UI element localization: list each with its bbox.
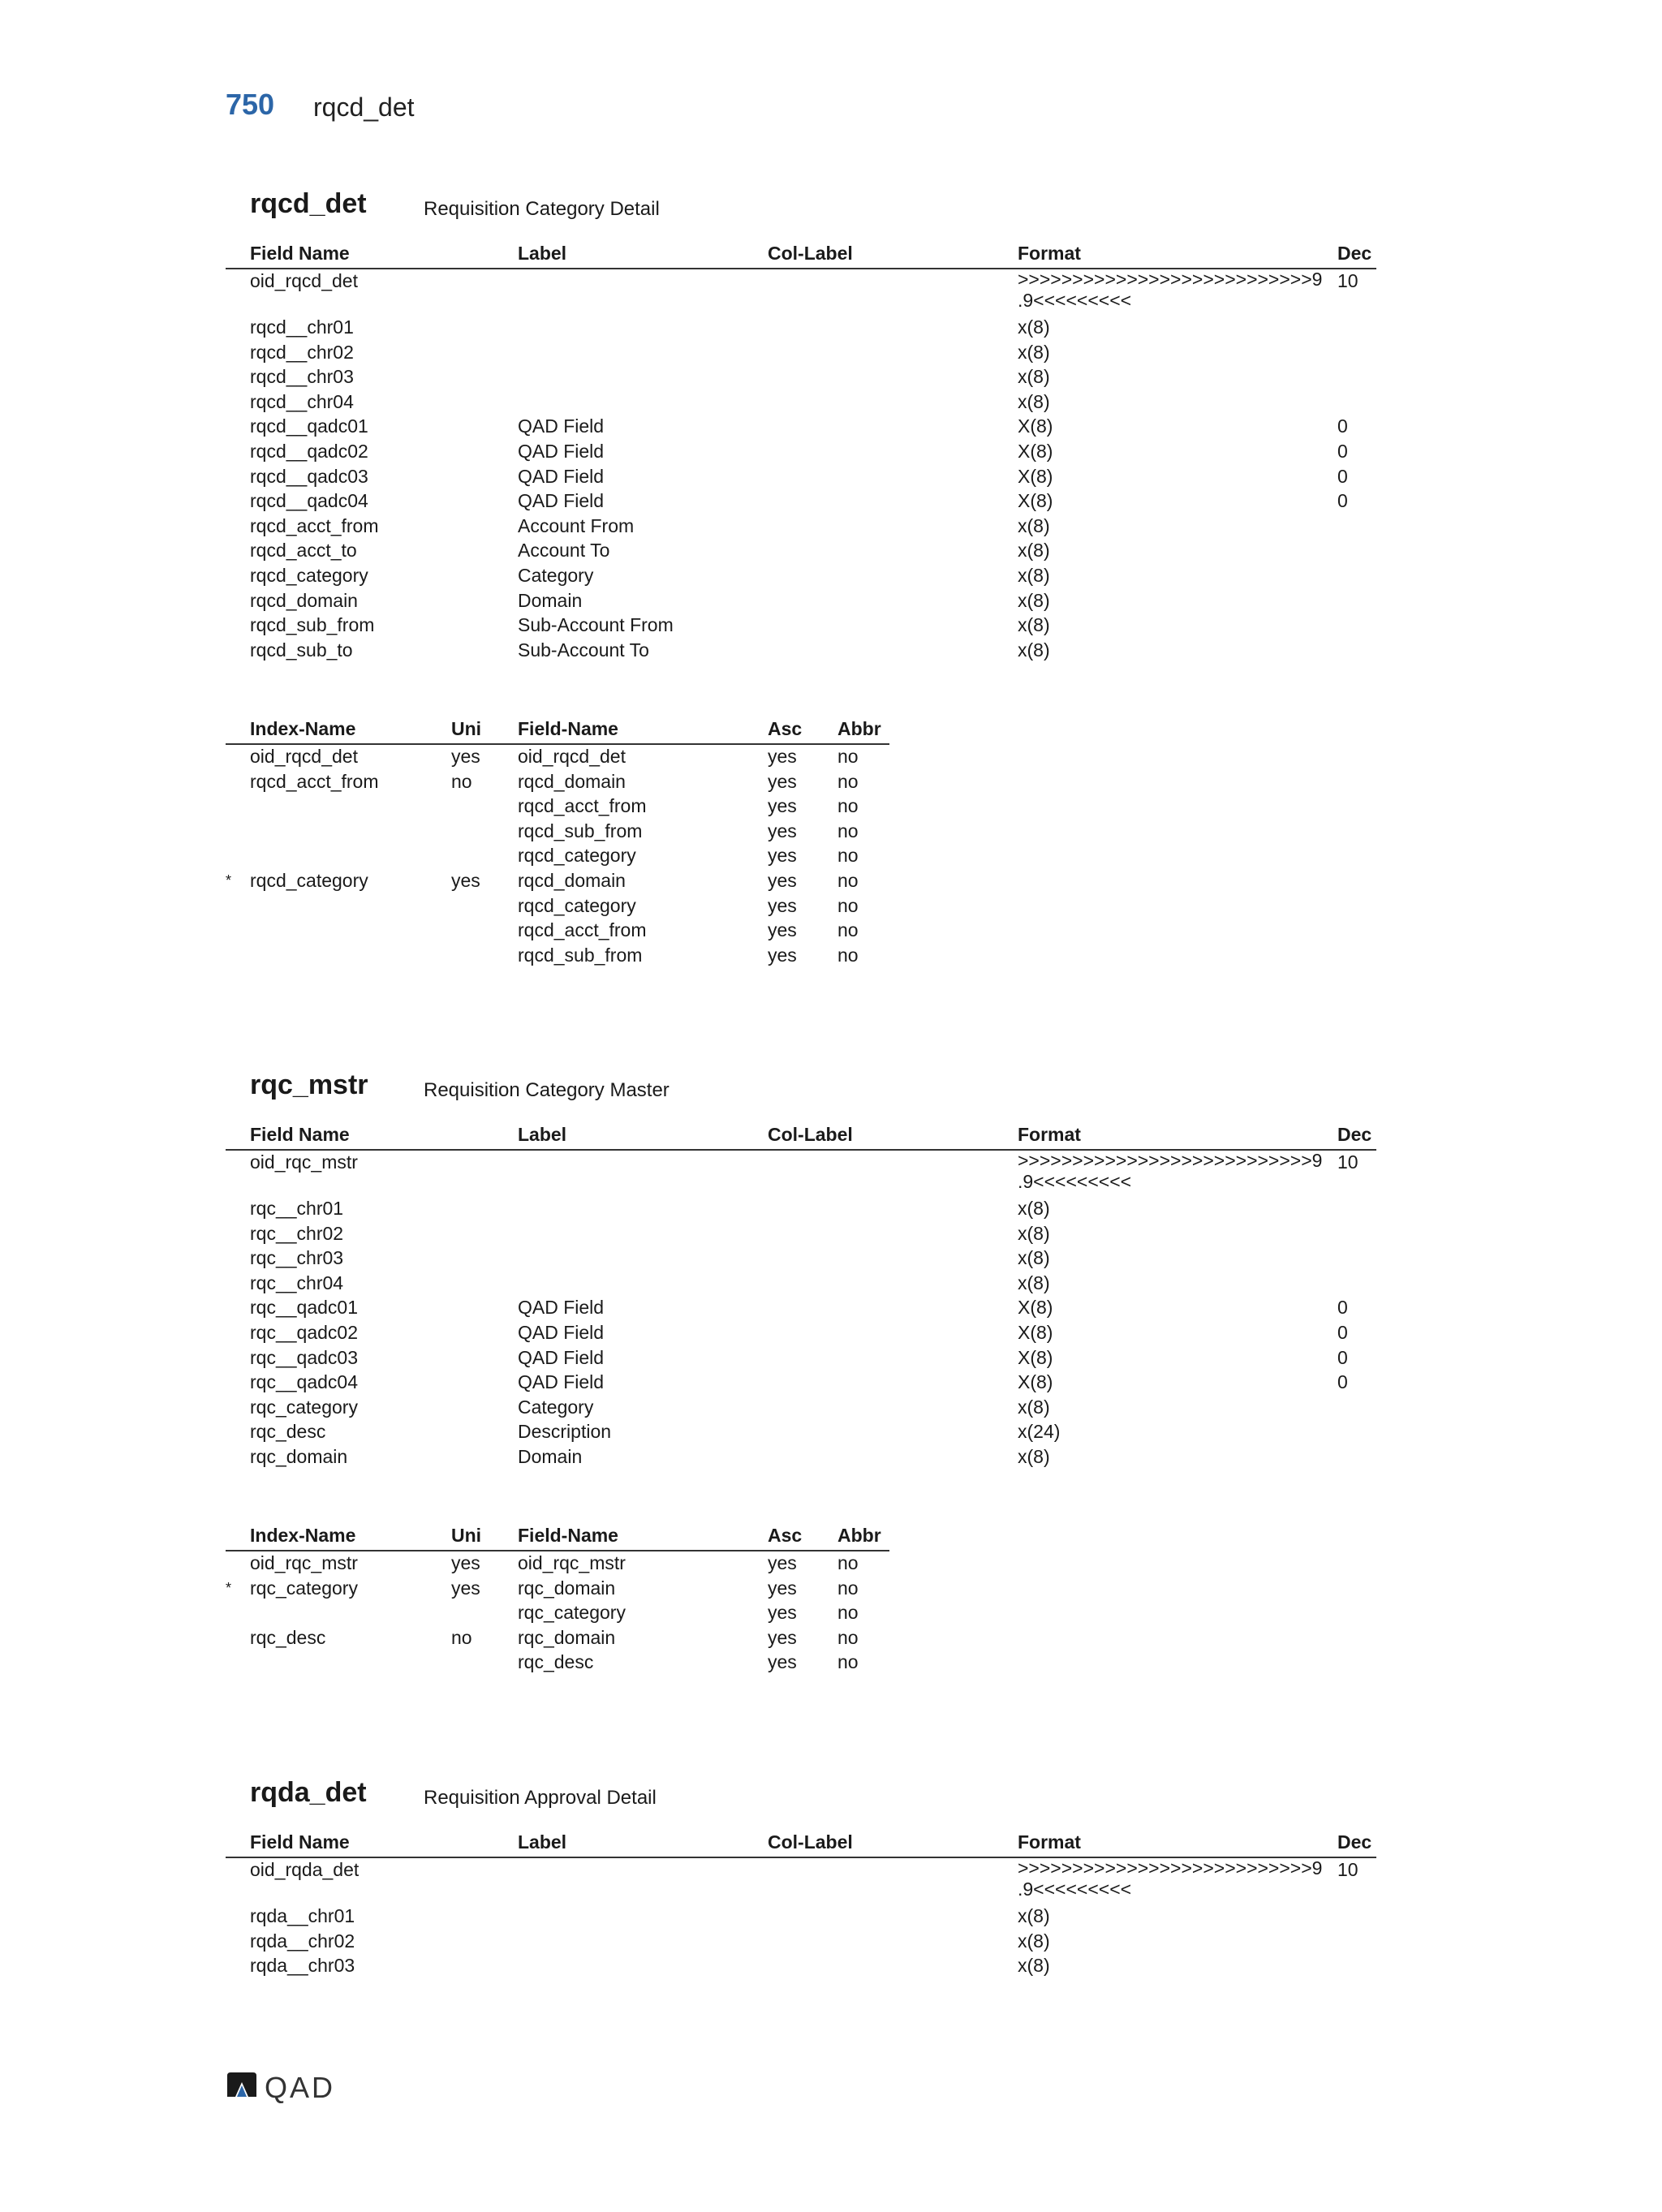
- label-cell: QAD Field: [518, 1321, 605, 1343]
- header-abbr: Abbr: [837, 718, 881, 739]
- field-table-header: [226, 242, 1376, 269]
- field-table-header: [226, 1831, 1376, 1858]
- abbr-cell: no: [837, 795, 859, 817]
- ascending-cell: yes: [768, 1626, 797, 1648]
- abbr-cell: no: [837, 1651, 859, 1673]
- header-field-name: Field Name: [250, 1831, 350, 1853]
- format-cell: [1018, 269, 1322, 311]
- index-field-cell: rqcd_domain: [518, 869, 626, 891]
- format-cell: X(8): [1018, 1321, 1053, 1343]
- index-field-cell: rqcd_category: [518, 894, 636, 916]
- format-cell: x(8): [1018, 1930, 1050, 1952]
- ascending-cell: yes: [768, 1577, 797, 1599]
- ascending-cell: yes: [768, 869, 797, 891]
- abbr-cell: no: [837, 820, 859, 841]
- format-cell: X(8): [1018, 1297, 1053, 1319]
- field-name-cell: rqcd_category: [250, 564, 368, 586]
- field-name-cell: rqc__chr01: [250, 1198, 344, 1219]
- header-format: Format: [1018, 1124, 1081, 1145]
- label-cell: QAD Field: [518, 490, 605, 512]
- field-name-cell: rqc__qadc01: [250, 1297, 358, 1319]
- format-cell: X(8): [1018, 1346, 1053, 1368]
- index-table-header: [226, 717, 889, 745]
- format-cell: X(8): [1018, 465, 1053, 487]
- running-title: rqcd_det: [313, 93, 415, 122]
- ascending-cell: yes: [768, 1552, 797, 1573]
- abbr-cell: no: [837, 1577, 859, 1599]
- header-format: Format: [1018, 243, 1081, 264]
- ascending-cell: yes: [768, 1651, 797, 1673]
- format-cell: x(8): [1018, 589, 1050, 611]
- label-cell: Description: [518, 1421, 612, 1443]
- header-dec: Dec: [1337, 243, 1372, 264]
- ascending-cell: yes: [768, 795, 797, 817]
- ascending-cell: yes: [768, 770, 797, 792]
- header-uni: Uni: [451, 1525, 482, 1546]
- table-description: Requisition Category Master: [424, 1079, 670, 1101]
- field-name-cell: rqcd_domain: [250, 589, 358, 611]
- format-cell: x(8): [1018, 366, 1050, 388]
- index-field-cell: oid_rqcd_det: [518, 746, 626, 767]
- dec-cell: 0: [1337, 440, 1348, 462]
- header-dec: Dec: [1337, 1124, 1372, 1145]
- header-field-name: Field Name: [250, 243, 350, 264]
- field-name-cell: rqc__qadc02: [250, 1321, 358, 1343]
- format-cell: x(8): [1018, 614, 1050, 636]
- format-line: >>>>>>>>>>>>>>>>>>>>>>>>>>>9: [1018, 1150, 1323, 1171]
- table-description: Requisition Category Detail: [424, 198, 660, 220]
- format-cell: x(8): [1018, 1396, 1050, 1418]
- format-cell: X(8): [1018, 1371, 1053, 1393]
- label-cell: Account To: [518, 540, 610, 562]
- field-name-cell: rqcd__chr02: [250, 341, 354, 363]
- dec-cell: 0: [1337, 490, 1348, 512]
- format-cell: x(8): [1018, 540, 1050, 562]
- index-field-cell: rqc_desc: [518, 1651, 594, 1673]
- format-line: >>>>>>>>>>>>>>>>>>>>>>>>>>>9: [1018, 269, 1323, 290]
- dec-cell: 0: [1337, 415, 1348, 437]
- abbr-cell: no: [837, 746, 859, 767]
- index-name-cell: oid_rqcd_det: [250, 746, 358, 767]
- label-cell: Sub-Account From: [518, 614, 674, 636]
- ascending-cell: yes: [768, 1602, 797, 1624]
- header-field-name: Field-Name: [518, 718, 618, 739]
- index-field-cell: rqcd_category: [518, 845, 636, 867]
- header-format: Format: [1018, 1831, 1081, 1853]
- field-name-cell: rqcd_acct_from: [250, 514, 379, 536]
- label-cell: QAD Field: [518, 440, 605, 462]
- page-number: 750: [226, 88, 275, 121]
- abbr-cell: no: [837, 1552, 859, 1573]
- index-name-cell: rqc_desc: [250, 1626, 326, 1648]
- ascending-cell: yes: [768, 845, 797, 867]
- header-asc: Asc: [768, 1525, 803, 1546]
- field-name-cell: rqc__chr04: [250, 1272, 344, 1293]
- index-table-header: [226, 1524, 889, 1551]
- unique-cell: yes: [451, 1577, 480, 1599]
- format-cell: X(8): [1018, 415, 1053, 437]
- index-field-cell: rqcd_domain: [518, 770, 626, 792]
- ascending-cell: yes: [768, 944, 797, 966]
- format-cell: x(8): [1018, 639, 1050, 661]
- abbr-cell: no: [837, 894, 859, 916]
- index-name-cell: rqc_category: [250, 1577, 358, 1599]
- label-cell: Category: [518, 564, 594, 586]
- ascending-cell: yes: [768, 894, 797, 916]
- field-name-cell: rqcd__chr03: [250, 366, 354, 388]
- field-name-cell: rqda__chr02: [250, 1930, 355, 1952]
- ascending-cell: yes: [768, 919, 797, 941]
- dec-cell: 0: [1337, 1321, 1348, 1343]
- label-cell: QAD Field: [518, 1346, 605, 1368]
- header-label: Label: [518, 1124, 567, 1145]
- unique-cell: yes: [451, 746, 480, 767]
- format-cell: x(8): [1018, 514, 1050, 536]
- table-name: rqda_det: [250, 1777, 367, 1808]
- format-cell: x(8): [1018, 1445, 1050, 1467]
- logo-wordmark: QAD: [265, 2071, 336, 2104]
- unique-cell: no: [451, 1626, 472, 1648]
- format-cell: x(8): [1018, 1272, 1050, 1293]
- header-label: Label: [518, 1831, 567, 1853]
- ascending-cell: yes: [768, 820, 797, 841]
- format-cell: x(8): [1018, 316, 1050, 338]
- table-name: rqcd_det: [250, 188, 367, 219]
- label-cell: Category: [518, 1396, 594, 1418]
- dec-cell: 10: [1337, 270, 1358, 291]
- field-name-cell: rqcd__qadc01: [250, 415, 368, 437]
- ascending-cell: yes: [768, 746, 797, 767]
- field-name-cell: rqc_category: [250, 1396, 358, 1418]
- field-name-cell: rqcd_sub_to: [250, 639, 353, 661]
- format-cell: x(8): [1018, 1905, 1050, 1926]
- header-field-name: Field Name: [250, 1124, 350, 1145]
- index-field-cell: oid_rqc_mstr: [518, 1552, 626, 1573]
- label-cell: QAD Field: [518, 465, 605, 487]
- header-index-name: Index-Name: [250, 718, 356, 739]
- field-name-cell: rqcd__chr01: [250, 316, 354, 338]
- index-field-cell: rqcd_sub_from: [518, 820, 643, 841]
- label-cell: QAD Field: [518, 1371, 605, 1393]
- field-name-cell: rqcd__qadc03: [250, 465, 368, 487]
- field-name-cell: rqcd__chr04: [250, 390, 354, 412]
- format-cell: x(8): [1018, 341, 1050, 363]
- abbr-cell: no: [837, 944, 859, 966]
- label-cell: Account From: [518, 514, 635, 536]
- format-line: .9<<<<<<<<<: [1018, 1878, 1132, 1900]
- header-asc: Asc: [768, 718, 803, 739]
- abbr-cell: no: [837, 1626, 859, 1648]
- header-field-name: Field-Name: [518, 1525, 618, 1546]
- primary-index-marker: *: [226, 871, 232, 889]
- abbr-cell: no: [837, 869, 859, 891]
- index-name-cell: oid_rqc_mstr: [250, 1552, 358, 1573]
- dec-cell: 10: [1337, 1151, 1358, 1173]
- dec-cell: 0: [1337, 1297, 1348, 1319]
- format-cell: [1018, 1150, 1322, 1192]
- field-name-cell: rqc__chr03: [250, 1247, 344, 1269]
- format-cell: x(8): [1018, 1198, 1050, 1219]
- header-label: Label: [518, 243, 567, 264]
- format-cell: X(8): [1018, 440, 1053, 462]
- format-cell: x(8): [1018, 1247, 1050, 1269]
- dec-cell: 0: [1337, 1346, 1348, 1368]
- format-cell: x(8): [1018, 564, 1050, 586]
- field-name-cell: rqcd__qadc02: [250, 440, 368, 462]
- label-cell: Domain: [518, 589, 583, 611]
- header-col-label: Col-Label: [768, 243, 853, 264]
- unique-cell: yes: [451, 869, 480, 891]
- abbr-cell: no: [837, 919, 859, 941]
- field-name-cell: rqc__chr02: [250, 1222, 344, 1244]
- field-name-cell: rqda__chr03: [250, 1955, 355, 1977]
- abbr-cell: no: [837, 845, 859, 867]
- field-name-cell: rqc_desc: [250, 1421, 326, 1443]
- format-line: >>>>>>>>>>>>>>>>>>>>>>>>>>>9: [1018, 1857, 1323, 1878]
- abbr-cell: no: [837, 1602, 859, 1624]
- field-name-cell: rqcd_sub_from: [250, 614, 375, 636]
- index-field-cell: rqcd_acct_from: [518, 919, 647, 941]
- field-name-cell: oid_rqcd_det: [250, 270, 358, 291]
- dec-cell: 10: [1337, 1859, 1358, 1880]
- field-table-header: [226, 1123, 1376, 1151]
- field-name-cell: rqcd__qadc04: [250, 490, 368, 512]
- index-name-cell: rqcd_category: [250, 869, 368, 891]
- format-cell: X(8): [1018, 490, 1053, 512]
- index-field-cell: rqc_domain: [518, 1577, 616, 1599]
- format-line: .9<<<<<<<<<: [1018, 290, 1132, 311]
- dec-cell: 0: [1337, 465, 1348, 487]
- field-name-cell: oid_rqda_det: [250, 1859, 360, 1880]
- header-abbr: Abbr: [837, 1525, 881, 1546]
- index-field-cell: rqc_category: [518, 1602, 626, 1624]
- header-uni: Uni: [451, 718, 482, 739]
- field-name-cell: rqc__qadc03: [250, 1346, 358, 1368]
- format-cell: [1018, 1857, 1322, 1900]
- field-name-cell: rqda__chr01: [250, 1905, 355, 1926]
- abbr-cell: no: [837, 770, 859, 792]
- index-field-cell: rqcd_sub_from: [518, 944, 643, 966]
- qad-logo-mark-icon: [226, 2071, 258, 2098]
- table-description: Requisition Approval Detail: [424, 1787, 657, 1809]
- format-cell: x(24): [1018, 1421, 1061, 1443]
- table-name: rqc_mstr: [250, 1069, 368, 1100]
- label-cell: Sub-Account To: [518, 639, 649, 661]
- label-cell: QAD Field: [518, 1297, 605, 1319]
- header-index-name: Index-Name: [250, 1525, 356, 1546]
- unique-cell: no: [451, 770, 472, 792]
- header-col-label: Col-Label: [768, 1831, 853, 1853]
- primary-index-marker: *: [226, 1579, 232, 1596]
- index-name-cell: rqcd_acct_from: [250, 770, 379, 792]
- label-cell: Domain: [518, 1445, 583, 1467]
- index-field-cell: rqc_domain: [518, 1626, 616, 1648]
- dec-cell: 0: [1337, 1371, 1348, 1393]
- label-cell: QAD Field: [518, 415, 605, 437]
- format-line: .9<<<<<<<<<: [1018, 1171, 1132, 1192]
- field-name-cell: oid_rqc_mstr: [250, 1151, 358, 1173]
- field-name-cell: rqc__qadc04: [250, 1371, 358, 1393]
- format-cell: x(8): [1018, 1955, 1050, 1977]
- field-name-cell: rqc_domain: [250, 1445, 348, 1467]
- unique-cell: yes: [451, 1552, 480, 1573]
- header-col-label: Col-Label: [768, 1124, 853, 1145]
- format-cell: x(8): [1018, 1222, 1050, 1244]
- header-dec: Dec: [1337, 1831, 1372, 1853]
- index-field-cell: rqcd_acct_from: [518, 795, 647, 817]
- field-name-cell: rqcd_acct_to: [250, 540, 357, 562]
- format-cell: x(8): [1018, 390, 1050, 412]
